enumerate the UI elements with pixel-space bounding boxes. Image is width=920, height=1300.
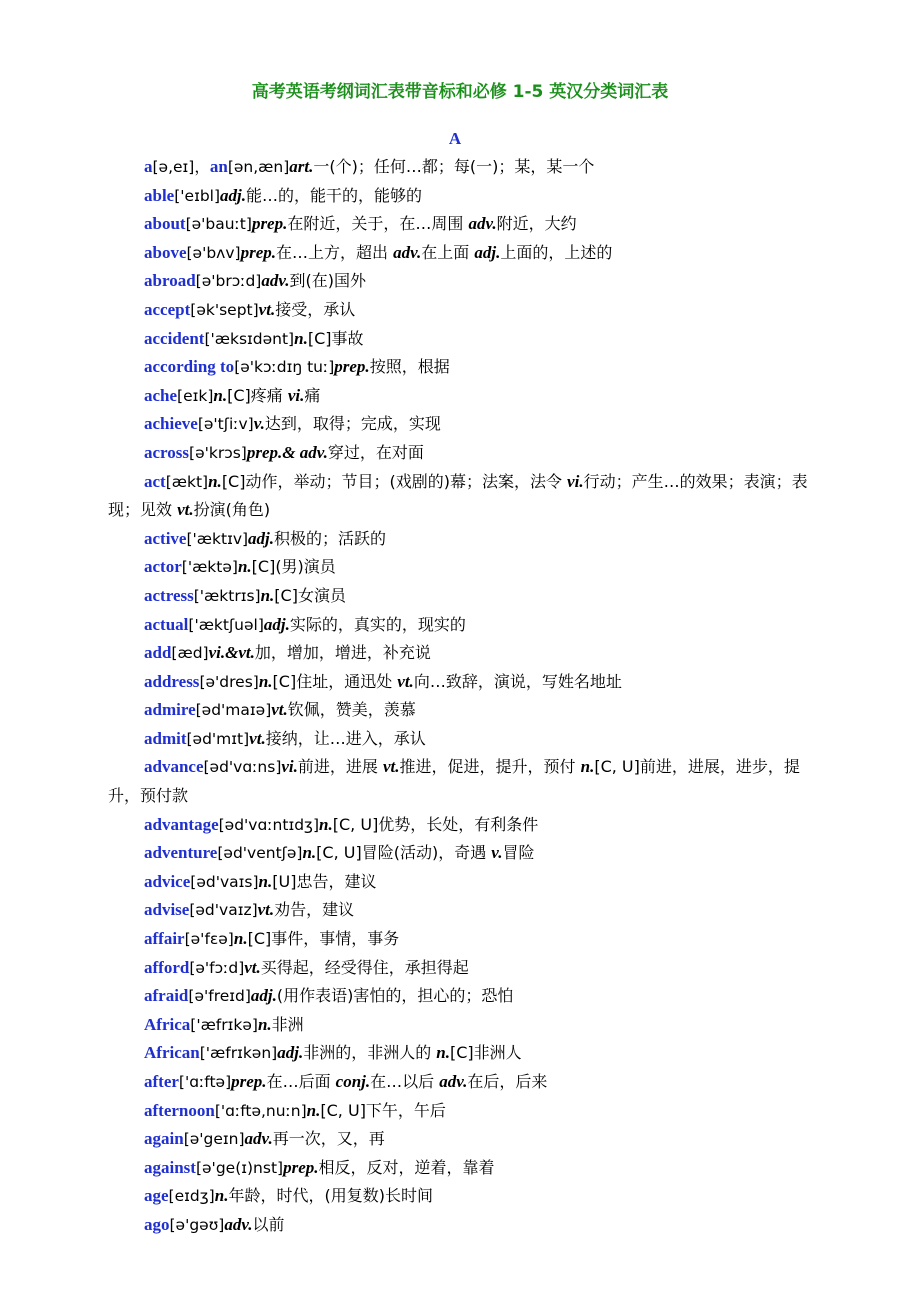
part-of-speech: n. — [306, 1100, 321, 1120]
vocab-entry — [108, 982, 814, 1011]
meaning: 以前 — [252, 1214, 285, 1234]
meaning: 在…上方，超出 — [276, 242, 394, 262]
phonetic: [ə'bʌv] — [186, 243, 241, 262]
part-of-speech: adj. — [250, 986, 277, 1006]
part-of-speech: adv. — [261, 271, 290, 291]
phonetic: [ə'bauːt] — [185, 215, 252, 234]
vocab-entry — [108, 839, 814, 868]
meaning: 积极的；活跃的 — [274, 528, 387, 548]
meaning: 能…的，能干的，能够的 — [246, 185, 423, 205]
part-of-speech: adj. — [248, 528, 275, 548]
phonetic: [ək'sept] — [190, 300, 259, 319]
meaning: [C]女演员 — [274, 585, 346, 605]
part-of-speech: prep.& adv. — [246, 442, 328, 462]
vocab-entry — [108, 353, 814, 382]
vocab-entry — [108, 1125, 814, 1154]
part-of-speech: prep. — [251, 214, 288, 234]
vocab-entry — [108, 325, 814, 354]
meaning: 在附近，关于，在…周围 — [287, 214, 469, 234]
headword: again — [144, 1129, 184, 1149]
headword: actor — [144, 557, 182, 577]
headword: age — [144, 1186, 169, 1206]
part-of-speech: n. — [436, 1043, 451, 1063]
meaning: 非洲 — [271, 1014, 304, 1034]
phonetic: [əd'vɑːns] — [203, 758, 282, 777]
phonetic: [eɪdʒ] — [168, 1187, 215, 1206]
vocab-entry — [108, 1211, 814, 1240]
part-of-speech: adv. — [439, 1072, 468, 1091]
meaning: 劝告，建议 — [274, 900, 355, 920]
meaning: 接受，承认 — [275, 299, 356, 319]
headword: admit — [144, 728, 187, 748]
headword: afternoon — [144, 1100, 215, 1120]
phonetic: [ə'tʃiːv] — [197, 415, 254, 434]
phonetic: [æd] — [171, 644, 209, 663]
vocab-entry — [108, 410, 814, 439]
vocab-entry — [108, 1097, 814, 1126]
headword: act — [144, 471, 166, 491]
part-of-speech: adv. — [224, 1214, 253, 1234]
part-of-speech: v. — [491, 843, 503, 863]
vocab-entry — [108, 1068, 814, 1097]
vocab-entry — [108, 468, 814, 525]
phonetic: [ə'dres] — [199, 672, 259, 691]
part-of-speech: vt. — [244, 957, 261, 977]
part-of-speech: vi. — [287, 385, 305, 405]
phonetic: ['ɑːftə] — [178, 1073, 232, 1091]
part-of-speech: prep. — [334, 357, 370, 377]
meaning: 按照，根据 — [369, 357, 450, 377]
meaning: 相反，反对，逆着，靠着 — [318, 1157, 495, 1177]
part-of-speech: n. — [260, 585, 275, 605]
meaning: 在…以后 — [370, 1072, 440, 1091]
phonetic: [ə'freɪd] — [188, 987, 251, 1006]
phonetic: [ə'krɔs] — [189, 443, 247, 462]
part-of-speech: vt. — [397, 671, 414, 691]
meaning: [C, U]下午，午后 — [320, 1100, 446, 1120]
phonetic: ['æfrɪkə] — [190, 1015, 258, 1034]
headword: actual — [144, 614, 189, 634]
phonetic: ['eɪbl] — [174, 186, 221, 205]
part-of-speech: adj. — [277, 1043, 304, 1063]
vocab-entry — [108, 925, 814, 954]
phonetic: [ə'geɪn] — [183, 1130, 245, 1149]
part-of-speech: vi. — [567, 471, 584, 491]
part-of-speech: vt. — [271, 700, 288, 720]
meaning: 向…致辞，演说，写姓名地址 — [413, 671, 622, 691]
vocab-entry — [108, 668, 814, 697]
vocab-entry — [108, 868, 814, 897]
phonetic: [eɪk] — [177, 386, 214, 405]
meaning: 冒险 — [502, 843, 535, 863]
phonetic: [ə'ge(ɪ)nst] — [195, 1158, 284, 1177]
phonetic: [əd'maɪə] — [195, 701, 272, 720]
headword: against — [144, 1157, 196, 1177]
headword: about — [144, 214, 186, 234]
headword: ache — [144, 385, 178, 405]
headword: affair — [144, 929, 185, 949]
phonetic: [əd'ventʃə] — [217, 844, 303, 863]
headword: address — [144, 671, 200, 691]
meaning: 推进，促进，提升，预付 — [399, 757, 581, 777]
meaning: [C]事故 — [307, 328, 364, 348]
vocab-entry — [108, 725, 814, 754]
meaning: 穿过，在对面 — [327, 442, 424, 462]
vocab-entry — [108, 1182, 814, 1211]
vocab-entry — [108, 639, 814, 668]
phonetic: [əd'vaɪz] — [189, 901, 258, 920]
vocab-entry — [108, 210, 814, 239]
meaning: 再一次，又，再 — [272, 1129, 385, 1149]
phonetic: [ə'brɔːd] — [195, 272, 262, 291]
part-of-speech: adj. — [263, 614, 290, 634]
headword: after — [144, 1072, 179, 1091]
headword: admire — [144, 700, 196, 720]
part-of-speech: v. — [253, 414, 265, 434]
vocab-entry — [108, 439, 814, 468]
meaning: 买得起，经受得住，承担得起 — [260, 957, 469, 977]
part-of-speech: adv. — [468, 214, 497, 234]
meaning: 前进，进展 — [297, 757, 383, 777]
part-of-speech: vt. — [383, 757, 400, 777]
phonetic: [əd'mɪt] — [186, 729, 250, 748]
vocab-entry — [108, 182, 814, 211]
meaning: 附近，大约 — [496, 214, 577, 234]
vocab-entry — [108, 582, 814, 611]
part-of-speech: art. — [289, 157, 314, 176]
part-of-speech: n. — [319, 814, 333, 834]
vocab-entry — [108, 753, 814, 810]
meaning: 上面的，上述的 — [500, 242, 613, 262]
headword: above — [144, 242, 187, 262]
phonetic: ['æksɪdənt] — [204, 329, 295, 348]
meaning: [C]疼痛 — [227, 385, 288, 405]
vocab-entry — [108, 1154, 814, 1183]
part-of-speech: adv. — [244, 1129, 273, 1149]
part-of-speech: vt. — [249, 728, 266, 748]
headword: achieve — [144, 414, 198, 434]
meaning: [C]非洲人 — [450, 1043, 522, 1063]
headword: afraid — [144, 986, 189, 1006]
headword: advice — [144, 871, 191, 891]
meaning: [C]动作，举动；节目；(戏剧的)幕；法案，法令 — [221, 471, 568, 491]
meaning: 在后，后来 — [467, 1072, 548, 1091]
headword: African — [144, 1043, 200, 1063]
part-of-speech: vi. — [281, 757, 298, 777]
phonetic: [ə'kɔːdɪŋ tuː] — [234, 358, 335, 377]
meaning: [C, U]前进，进展，进步，提升，预付款 — [108, 757, 800, 806]
vocab-entry — [108, 896, 814, 925]
vocab-entry — [108, 153, 814, 182]
vocabulary-list — [108, 153, 814, 1240]
vocab-entry — [108, 1011, 814, 1040]
part-of-speech: n. — [302, 843, 317, 863]
part-of-speech: prep. — [283, 1157, 319, 1177]
phonetic: ['æktʃuəl] — [188, 615, 264, 634]
vocab-entry — [108, 267, 814, 296]
meaning: 在上面 — [421, 242, 475, 262]
headword: according to — [144, 357, 235, 377]
vocab-entry — [108, 239, 814, 268]
phonetic: [ən,æn] — [227, 158, 290, 176]
headword: able — [144, 185, 175, 205]
part-of-speech: n. — [294, 328, 308, 348]
part-of-speech: vi.&vt. — [208, 643, 255, 663]
meaning: 痛 — [304, 385, 321, 405]
meaning: 非洲的，非洲人的 — [303, 1043, 437, 1063]
meaning: 实际的，真实的，现实的 — [289, 614, 466, 634]
headword: actress — [144, 585, 194, 605]
part-of-speech: n. — [214, 1186, 229, 1206]
meaning: 接纳，让…进入，承认 — [265, 728, 426, 748]
part-of-speech: conj. — [335, 1072, 371, 1091]
meaning: 加，增加，增进，补充说 — [254, 643, 431, 663]
vocab-entry — [108, 954, 814, 983]
headword: abroad — [144, 271, 196, 291]
vocab-entry — [108, 296, 814, 325]
headword: advance — [144, 757, 204, 777]
document-title: 高考英语考纲词汇表带音标和必修 1-5 英汉分类词汇表 — [251, 82, 669, 102]
part-of-speech: n. — [258, 671, 273, 691]
vocab-entry — [108, 811, 814, 840]
headword: add — [144, 643, 172, 663]
part-of-speech: n. — [258, 871, 273, 891]
headword: Africa — [144, 1014, 191, 1034]
phonetic: ['ɑːftə,nuːn] — [214, 1101, 307, 1120]
part-of-speech: n. — [233, 929, 248, 949]
meaning: [C](男)演员 — [251, 557, 336, 577]
part-of-speech: prep. — [231, 1072, 267, 1091]
part-of-speech: vt. — [177, 500, 194, 520]
part-of-speech: adj. — [220, 185, 247, 205]
part-of-speech: vt. — [257, 900, 275, 920]
phonetic: [ə'fɛə] — [184, 930, 234, 949]
part-of-speech: n. — [257, 1014, 272, 1034]
phonetic: [əd'vaɪs] — [190, 872, 259, 891]
vocab-entry — [108, 525, 814, 554]
vocab-entry — [108, 1039, 814, 1068]
phonetic: [əd'vɑːntɪdʒ] — [218, 815, 320, 834]
headword: advise — [144, 900, 190, 920]
part-of-speech: n. — [208, 471, 222, 491]
meaning: [U]忠告，建议 — [272, 871, 377, 891]
meaning: [C]事件，事情，事务 — [247, 929, 400, 949]
meaning: 扮演(角色) — [193, 500, 271, 520]
meaning: 到(在)国外 — [289, 271, 367, 291]
headword: an — [209, 157, 228, 176]
vocab-entry — [108, 382, 814, 411]
meaning: (用作表语)害怕的，担心的；恐怕 — [276, 986, 514, 1006]
headword: active — [144, 528, 187, 548]
phonetic: ['æktə] — [181, 558, 238, 577]
phonetic: ['æktrɪs] — [193, 586, 261, 605]
headword: ago — [144, 1214, 170, 1234]
headword: a — [144, 157, 153, 176]
phonetic: [ə'gəʊ] — [169, 1215, 225, 1234]
meaning: 在…后面 — [266, 1072, 336, 1091]
meaning: 钦佩，赞美，羡慕 — [287, 700, 416, 720]
meaning: [C]住址，通迅处 — [272, 671, 398, 691]
part-of-speech: n. — [213, 385, 228, 405]
meaning: 达到，取得；完成，实现 — [264, 414, 441, 434]
headword: across — [144, 442, 190, 462]
vocab-entry — [108, 611, 814, 640]
meaning: [C, U]冒险(活动)，奇遇 — [316, 843, 492, 863]
meaning: [C, U]优势，长处，有利条件 — [332, 814, 539, 834]
phonetic: ['æktɪv] — [186, 529, 249, 548]
meaning: 一(个)；任何…都；每(一)；某，某一个 — [313, 157, 595, 176]
vocab-entry — [108, 553, 814, 582]
vocab-entry — [108, 696, 814, 725]
part-of-speech: n. — [237, 557, 252, 577]
headword: accept — [144, 299, 191, 319]
part-of-speech: n. — [580, 757, 595, 777]
meaning: 年龄，时代，(用复数)长时间 — [228, 1186, 433, 1206]
headword: accident — [144, 328, 205, 348]
part-of-speech: adv. — [393, 242, 422, 262]
headword: advantage — [144, 814, 219, 834]
section-letter: A — [448, 129, 462, 148]
headword: adventure — [144, 843, 218, 863]
meaning: 行动；产生…的效果；表演；表现；见效 — [108, 471, 808, 520]
headword: afford — [144, 957, 190, 977]
part-of-speech: adj. — [474, 242, 501, 262]
part-of-speech: prep. — [240, 242, 276, 262]
phonetic: [ə,eɪ]， — [152, 158, 210, 176]
phonetic: [ækt] — [165, 472, 209, 491]
phonetic: [ə'fɔːd] — [189, 958, 245, 977]
phonetic: ['æfrɪkən] — [199, 1044, 278, 1063]
part-of-speech: vt. — [258, 299, 276, 319]
